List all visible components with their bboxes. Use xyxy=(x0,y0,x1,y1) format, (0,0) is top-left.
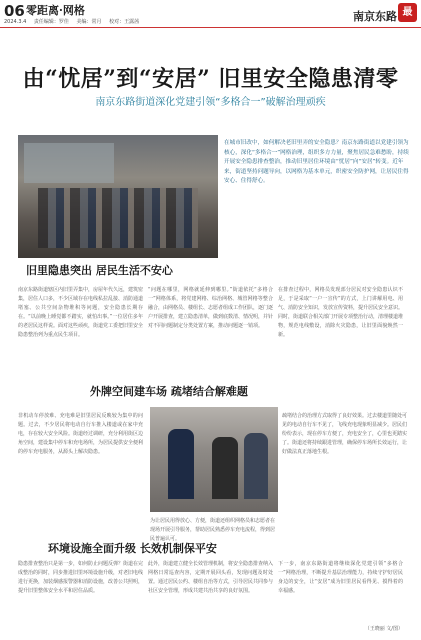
section-1-column-3: 在排查过程中，网格员发现部分居民对安全隐患认识不足，于是采取“一户一宣传”的方式，上门讲解用电、用气、消防安全知识，发放宣传资料，提升居民安全意识。同时，街道联合相关部门开展专项整治行动，清理楼道堆物，规范电线敷设，消除火灾隐患，让旧里面貌焕然一新。 xyxy=(278,287,404,338)
section-2-column-2: 为让居民用得放心、方便，街道还组织网格员和志愿者在现场开展引导服务，帮助居民熟悉停车充电流程，得到居民普遍认可。 xyxy=(150,518,276,542)
article-intro: 在城市旧改中，如何解决老旧里弄的安全隐患？南京东路街道以党建引领为核心，深化“多格合一”网格治理，组织多方力量，聚焦居民急难愁盼，持续开展安全隐患排查整治，推动旧里居住环境由“忧居”向“安居”转变。近年来，街道坚持问题导向，以网格为基本单元，织密安全防护网，让居民住得安心、住得舒心。 xyxy=(224,140,409,185)
photo-person xyxy=(168,429,194,499)
photo-person xyxy=(212,437,238,499)
editor-credit: 责任编辑：罗佳 xyxy=(33,19,69,25)
article-subhead: 南京东路街道深化党建引领“多格合一”破解治理顽疾 xyxy=(95,97,326,108)
section-2-column-1: 非机动车停放难、充电难是旧里居民反映较为集中的问题。过去，不少居民将电动自行车推入楼道或在家中充电，存在较大安全风险。街道经过调研，充分利用街区边角空间，建设集中停车和充电场所，为居民提供安全便利的停车充电服务，从源头上解决隐患。 xyxy=(18,413,144,455)
section-2-column-3: 疏堵结合的治理方式取得了良好效果。过去楼道里随处可见的电动自行车不见了，飞线充电现象明显减少。居民们纷纷表示，现在停车方便了，充电安全了，心里也更踏实了。街道还将持续跟进管理，确保停车场所长效运行，让好做法真正落地生根。 xyxy=(282,413,408,455)
residents-photo xyxy=(18,135,218,258)
section-heading-3: 环境设施全面升级 长效机制保平安 xyxy=(48,542,217,555)
paper-logo-icon: 最 xyxy=(398,3,417,22)
section-3-column-3: 下一步，南京东路街道将继续深化党建引领“多格合一”网格治理，不断提升基层治理能力，持续守护好居民身边的安全，让“安居”成为旧里居民看得见、摸得着的幸福感。 xyxy=(278,561,403,594)
section-title: 零距离·网格 xyxy=(26,4,85,17)
dateline xyxy=(4,18,145,25)
section-3-column-1: 隐患排查整治只是第一步，如何防止问题反弹？街道在完成整治的同时，同步推进旧里环境设施升级，对老旧电线进行更换，加装烟感报警器和消防设施，改善公共照明，提升旧里整体安全水平和居住品质。 xyxy=(18,561,144,594)
section-heading-2: 外牌空间建车场 疏堵结合解难题 xyxy=(90,385,248,398)
proofreader-credit: 校对：王露茜 xyxy=(109,19,140,25)
section-1-column-1: 南京东路街道辖区内旧里弄集中，房屋年代久远，建筑密集，居住人口多，不少区域存在电线私拉乱接、消防通道堵塞、公共空间杂物堆积等问题，安全隐患长期存在。“以前晚上睡觉都不踏实，就怕出事。”一位居住多年的老居民这样说。面对这些顽疾，街道党工委把旧里安全隐患整治列为重点民生项目。 xyxy=(18,287,144,338)
photo-background xyxy=(24,143,114,183)
section-1-column-2: “问题在哪里，网格就延伸到哪里。”街道依托“多格合一”网格体系，将党建网格、综治网格、城管网格等整合融合，由网格员、楼组长、志愿者组成工作团队，逐门逐户开展排查，建立隐患清单，做到底数清、情况明，并针对不同问题制定分类处置方案，推动问题逐一销项。 xyxy=(148,287,274,329)
photo-person xyxy=(244,433,268,499)
issue-date: 2024.3.4 xyxy=(4,19,27,25)
photo-people xyxy=(38,188,198,248)
designer-credit: 美编：常月 xyxy=(76,19,102,25)
article-headline: 由“忧居”到“安居” 旧里安全隐患清零 xyxy=(22,66,399,92)
paper-name: 南京东路 xyxy=(353,10,397,23)
section-3-column-2: 此外，街道建立健全长效管理机制，将安全隐患排查纳入网格日常巡查内容，定期开展回头看，发现问题及时处置。通过居民公约、楼组自治等方式，引导居民共同参与社区安全管理，形成共建共治共享的良好氛围。 xyxy=(148,561,274,594)
byline: （王晓丽 文/图） xyxy=(364,626,403,632)
page-number: 06 xyxy=(4,2,25,20)
section-heading-1: 旧里隐患突出 居民生活不安心 xyxy=(26,264,173,277)
masthead xyxy=(0,0,421,28)
parking-photo xyxy=(150,407,278,512)
